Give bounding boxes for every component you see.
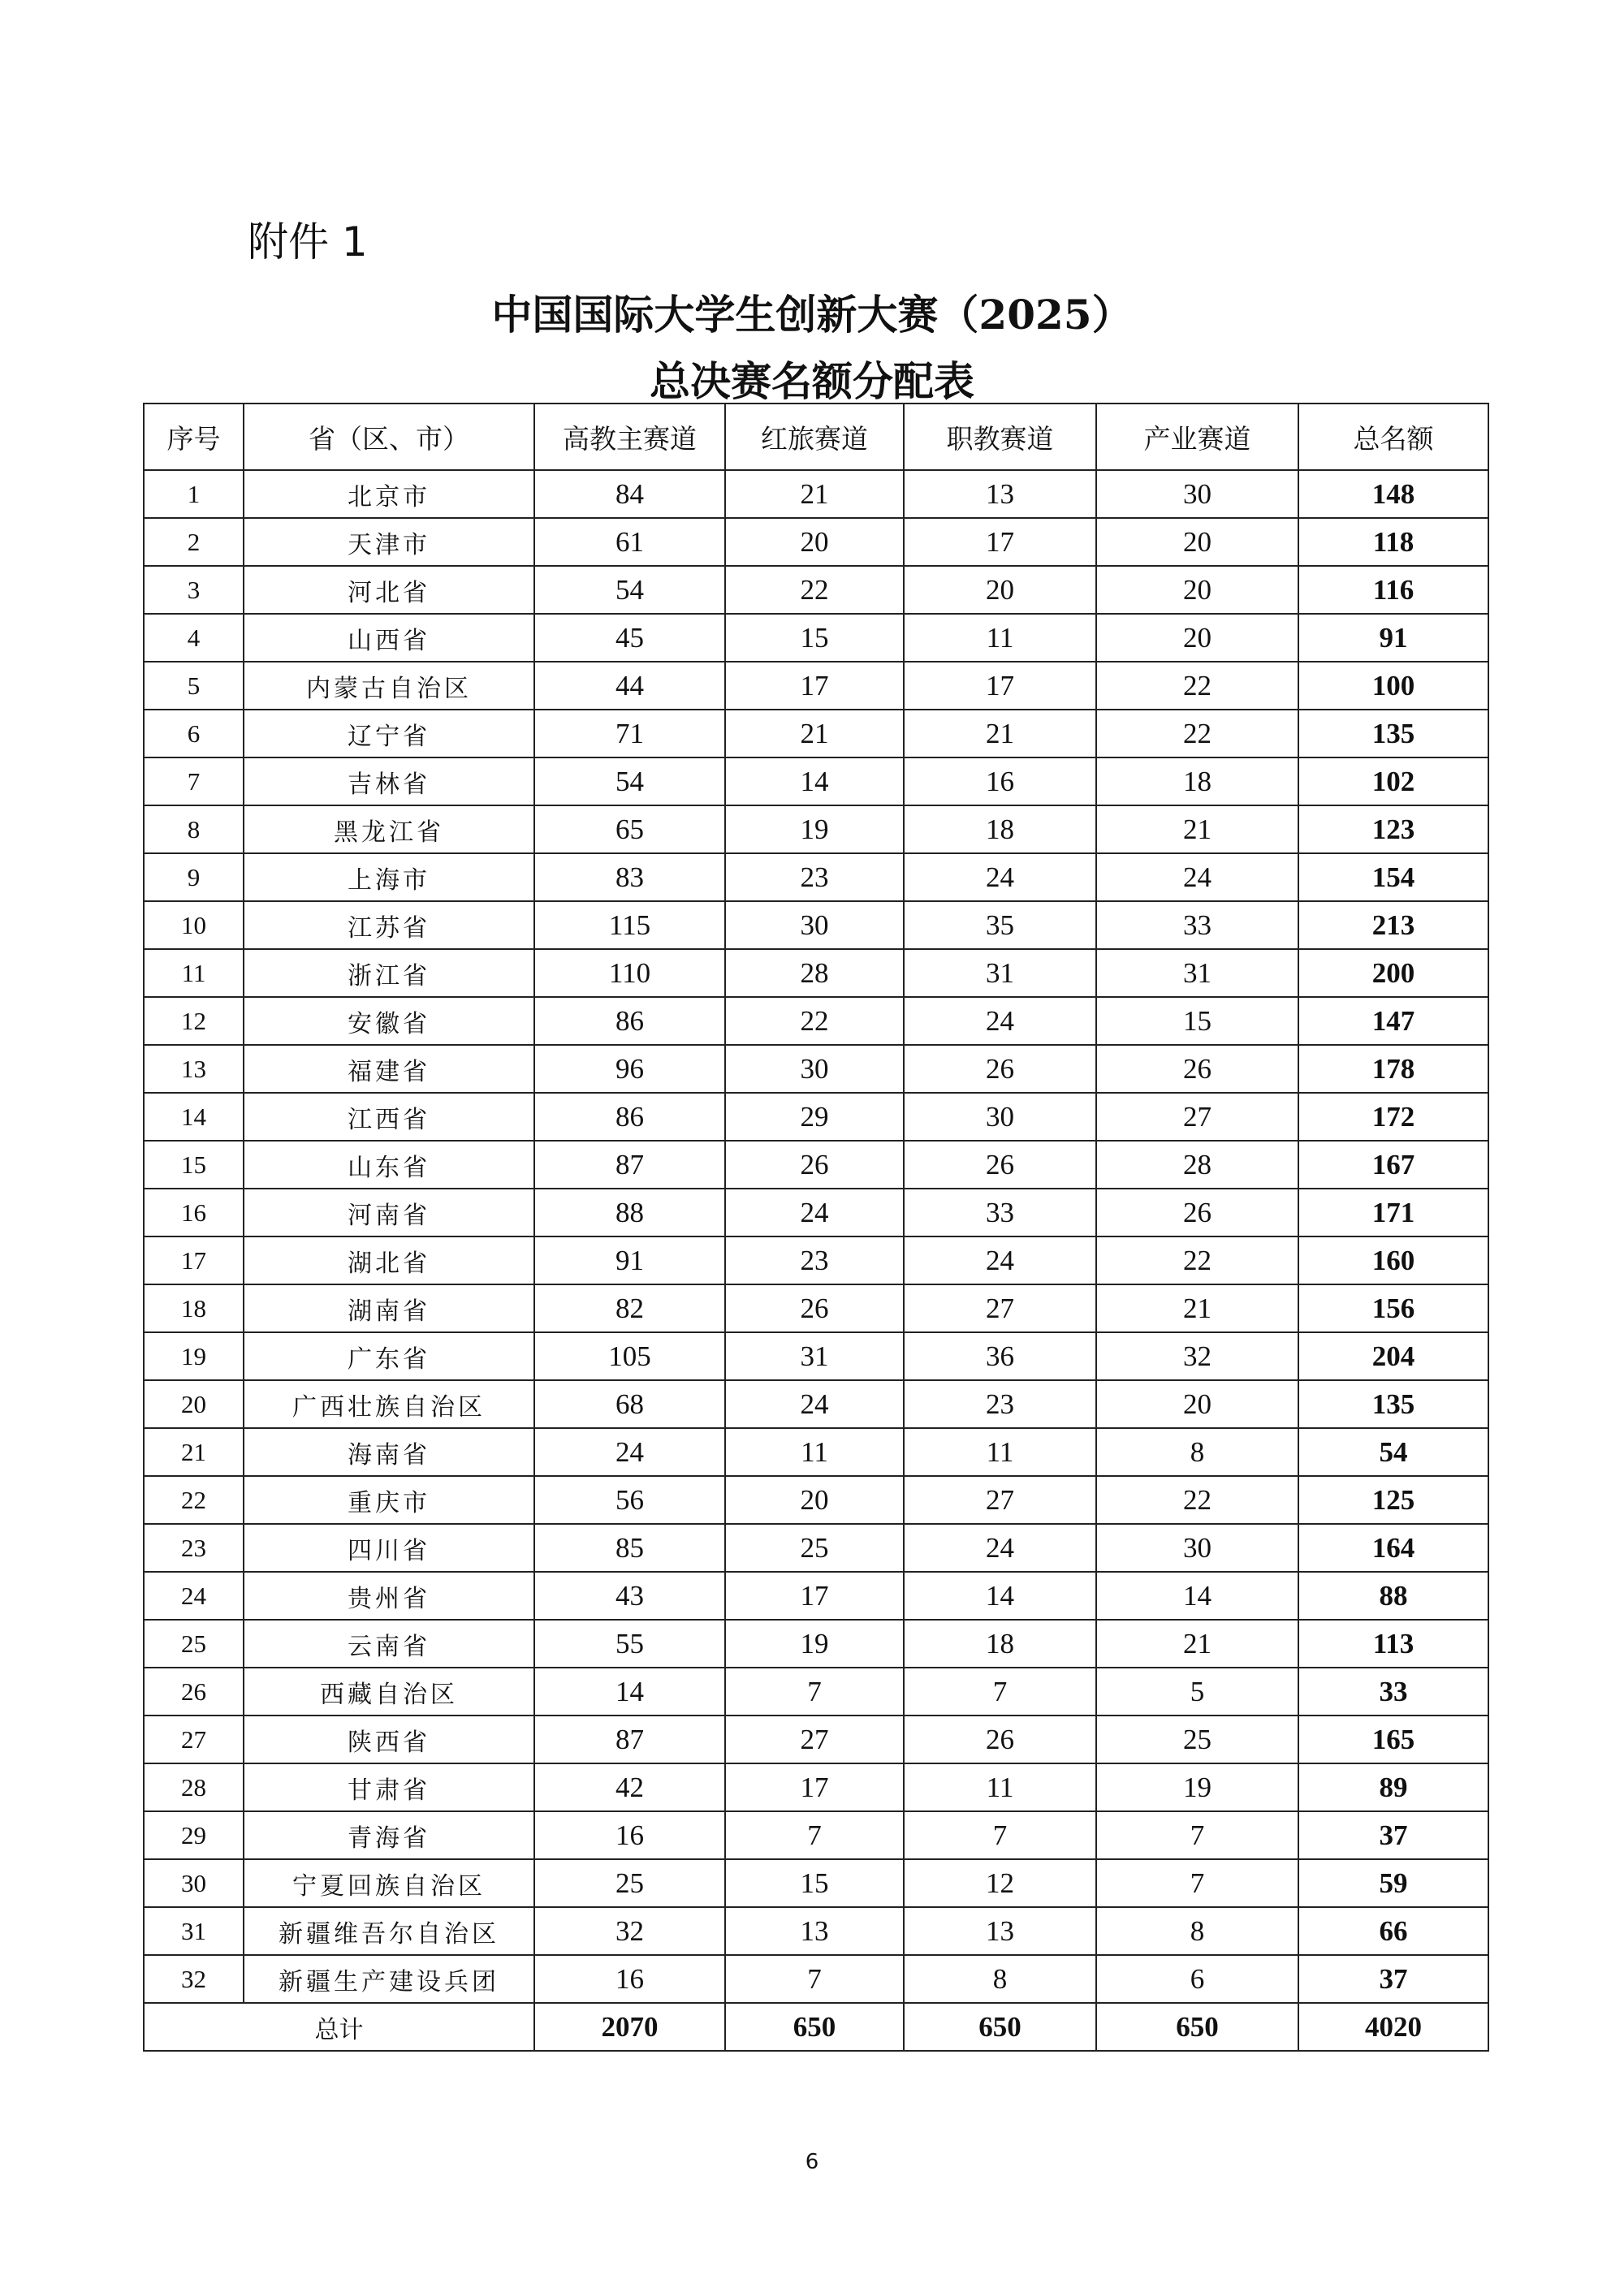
row-industry: 24 [1096,853,1298,901]
row-index: 26 [144,1668,244,1716]
table-row [144,470,1488,518]
row-industry: 20 [1096,566,1298,614]
row-index: 12 [144,997,244,1045]
row-red-tour: 17 [725,1572,904,1620]
row-vocational: 18 [904,1620,1096,1668]
row-total-quota: 165 [1298,1716,1488,1763]
row-industry: 28 [1096,1141,1298,1189]
row-industry: 26 [1096,1189,1298,1236]
row-higher-ed: 45 [534,614,725,662]
row-index: 13 [144,1045,244,1093]
row-vocational: 24 [904,997,1096,1045]
row-province: 广西壮族自治区 [244,1380,534,1428]
row-vocational: 26 [904,1045,1096,1093]
row-industry: 18 [1096,757,1298,805]
row-province: 青海省 [244,1811,534,1859]
row-red-tour: 30 [725,1045,904,1093]
row-higher-ed: 25 [534,1859,725,1907]
row-index: 4 [144,614,244,662]
row-province: 浙江省 [244,949,534,997]
row-vocational: 24 [904,853,1096,901]
row-vocational: 27 [904,1284,1096,1332]
row-vocational: 11 [904,1763,1096,1811]
row-index: 22 [144,1476,244,1524]
row-vocational: 13 [904,470,1096,518]
row-vocational: 13 [904,1907,1096,1955]
row-higher-ed: 110 [534,949,725,997]
row-red-tour: 26 [725,1141,904,1189]
row-red-tour: 15 [725,1859,904,1907]
row-vocational: 24 [904,1236,1096,1284]
row-industry: 21 [1096,805,1298,853]
header-index: 序号 [144,404,244,470]
row-province: 重庆市 [244,1476,534,1524]
row-red-tour: 21 [725,470,904,518]
row-province: 贵州省 [244,1572,534,1620]
row-industry: 20 [1096,1380,1298,1428]
row-higher-ed: 42 [534,1763,725,1811]
page-number: 6 [805,2150,819,2174]
row-vocational: 31 [904,949,1096,997]
row-industry: 30 [1096,470,1298,518]
row-industry: 20 [1096,518,1298,566]
row-industry: 26 [1096,1045,1298,1093]
row-vocational: 33 [904,1189,1096,1236]
table-row [144,1236,1488,1284]
row-total-quota: 123 [1298,805,1488,853]
row-total-quota: 59 [1298,1859,1488,1907]
row-total-quota: 204 [1298,1332,1488,1380]
table-row [144,949,1488,997]
row-total-quota: 135 [1298,1380,1488,1428]
total-higher-ed: 2070 [534,2003,725,2051]
row-vocational: 11 [904,614,1096,662]
row-vocational: 8 [904,1955,1096,2003]
row-total-quota: 54 [1298,1428,1488,1476]
row-vocational: 7 [904,1811,1096,1859]
row-red-tour: 11 [725,1428,904,1476]
table-row [144,1524,1488,1572]
row-index: 3 [144,566,244,614]
document-subtitle: 总决赛名额分配表 [650,357,974,405]
row-industry: 30 [1096,1524,1298,1572]
row-total-quota: 164 [1298,1524,1488,1572]
row-higher-ed: 82 [534,1284,725,1332]
row-red-tour: 31 [725,1332,904,1380]
row-higher-ed: 61 [534,518,725,566]
table-row [144,1284,1488,1332]
row-higher-ed: 85 [534,1524,725,1572]
row-industry: 8 [1096,1907,1298,1955]
row-province: 江苏省 [244,901,534,949]
row-vocational: 23 [904,1380,1096,1428]
row-index: 29 [144,1811,244,1859]
row-higher-ed: 71 [534,710,725,757]
table-row [144,1716,1488,1763]
row-industry: 8 [1096,1428,1298,1476]
row-red-tour: 7 [725,1668,904,1716]
row-higher-ed: 56 [534,1476,725,1524]
row-index: 19 [144,1332,244,1380]
row-province: 宁夏回族自治区 [244,1859,534,1907]
row-red-tour: 23 [725,1236,904,1284]
row-total-quota: 178 [1298,1045,1488,1093]
row-index: 6 [144,710,244,757]
header-higher-ed: 高教主赛道 [534,404,725,470]
row-red-tour: 21 [725,710,904,757]
row-industry: 22 [1096,710,1298,757]
table-row [144,566,1488,614]
header-red-tour: 红旅赛道 [725,404,904,470]
table-row [144,1476,1488,1524]
row-index: 15 [144,1141,244,1189]
row-higher-ed: 91 [534,1236,725,1284]
row-red-tour: 7 [725,1955,904,2003]
header-vocational: 职教赛道 [904,404,1096,470]
row-total-quota: 171 [1298,1189,1488,1236]
row-province: 海南省 [244,1428,534,1476]
row-vocational: 18 [904,805,1096,853]
row-province: 福建省 [244,1045,534,1093]
header-province: 省（区、市） [244,404,534,470]
row-index: 9 [144,853,244,901]
row-higher-ed: 88 [534,1189,725,1236]
total-red-tour: 650 [725,2003,904,2051]
row-higher-ed: 83 [534,853,725,901]
row-vocational: 16 [904,757,1096,805]
row-red-tour: 28 [725,949,904,997]
row-higher-ed: 115 [534,901,725,949]
row-total-quota: 37 [1298,1811,1488,1859]
row-vocational: 24 [904,1524,1096,1572]
table-row [144,1668,1488,1716]
row-industry: 32 [1096,1332,1298,1380]
row-higher-ed: 96 [534,1045,725,1093]
row-province: 黑龙江省 [244,805,534,853]
row-total-quota: 91 [1298,614,1488,662]
row-vocational: 17 [904,662,1096,710]
row-industry: 27 [1096,1093,1298,1141]
row-index: 28 [144,1763,244,1811]
row-province: 新疆维吾尔自治区 [244,1907,534,1955]
table-row [144,710,1488,757]
row-province: 山东省 [244,1141,534,1189]
row-total-quota: 172 [1298,1093,1488,1141]
table-row [144,1332,1488,1380]
row-red-tour: 27 [725,1716,904,1763]
row-higher-ed: 16 [534,1955,725,2003]
row-province: 山西省 [244,614,534,662]
table-row [144,1859,1488,1907]
row-total-quota: 147 [1298,997,1488,1045]
row-index: 1 [144,470,244,518]
row-higher-ed: 86 [534,1093,725,1141]
table-row [144,662,1488,710]
row-vocational: 14 [904,1572,1096,1620]
row-total-quota: 125 [1298,1476,1488,1524]
row-province: 四川省 [244,1524,534,1572]
row-province: 甘肃省 [244,1763,534,1811]
row-red-tour: 20 [725,518,904,566]
row-red-tour: 30 [725,901,904,949]
quota-table [143,403,1489,2052]
row-total-quota: 66 [1298,1907,1488,1955]
table-row [144,1093,1488,1141]
row-red-tour: 22 [725,997,904,1045]
row-province: 天津市 [244,518,534,566]
row-province: 云南省 [244,1620,534,1668]
row-province: 西藏自治区 [244,1668,534,1716]
row-total-quota: 148 [1298,470,1488,518]
row-total-quota: 33 [1298,1668,1488,1716]
table-row [144,997,1488,1045]
document-title: 中国国际大学生创新大赛（2025） [491,291,1133,339]
row-red-tour: 19 [725,805,904,853]
table-row [144,805,1488,853]
row-vocational: 11 [904,1428,1096,1476]
row-vocational: 27 [904,1476,1096,1524]
row-higher-ed: 54 [534,757,725,805]
row-total-quota: 200 [1298,949,1488,997]
row-red-tour: 24 [725,1380,904,1428]
row-industry: 22 [1096,1476,1298,1524]
row-province: 安徽省 [244,997,534,1045]
row-index: 27 [144,1716,244,1763]
row-higher-ed: 54 [534,566,725,614]
row-vocational: 36 [904,1332,1096,1380]
row-industry: 31 [1096,949,1298,997]
table-row [144,1572,1488,1620]
attachment-label: 附件 1 [248,218,368,265]
table-header-row [144,404,1488,470]
row-index: 10 [144,901,244,949]
row-red-tour: 20 [725,1476,904,1524]
row-index: 18 [144,1284,244,1332]
row-higher-ed: 84 [534,470,725,518]
row-province: 北京市 [244,470,534,518]
row-total-quota: 167 [1298,1141,1488,1189]
row-province: 辽宁省 [244,710,534,757]
row-industry: 7 [1096,1811,1298,1859]
row-vocational: 30 [904,1093,1096,1141]
row-red-tour: 17 [725,662,904,710]
row-total-quota: 102 [1298,757,1488,805]
row-higher-ed: 14 [534,1668,725,1716]
row-vocational: 7 [904,1668,1096,1716]
total-label: 总计 [144,2003,534,2051]
row-index: 20 [144,1380,244,1428]
row-industry: 20 [1096,614,1298,662]
row-red-tour: 19 [725,1620,904,1668]
row-province: 湖南省 [244,1284,534,1332]
row-vocational: 20 [904,566,1096,614]
row-red-tour: 7 [725,1811,904,1859]
row-total-quota: 89 [1298,1763,1488,1811]
table-row [144,757,1488,805]
row-industry: 6 [1096,1955,1298,2003]
row-industry: 15 [1096,997,1298,1045]
total-quota: 4020 [1298,2003,1488,2051]
row-total-quota: 37 [1298,1955,1488,2003]
row-total-quota: 135 [1298,710,1488,757]
row-province: 陕西省 [244,1716,534,1763]
table-row [144,1141,1488,1189]
row-index: 24 [144,1572,244,1620]
row-higher-ed: 68 [534,1380,725,1428]
row-province: 广东省 [244,1332,534,1380]
row-higher-ed: 32 [534,1907,725,1955]
row-index: 8 [144,805,244,853]
row-higher-ed: 24 [534,1428,725,1476]
row-red-tour: 26 [725,1284,904,1332]
row-index: 23 [144,1524,244,1572]
row-industry: 25 [1096,1716,1298,1763]
row-red-tour: 25 [725,1524,904,1572]
row-industry: 22 [1096,662,1298,710]
row-red-tour: 14 [725,757,904,805]
row-higher-ed: 105 [534,1332,725,1380]
row-higher-ed: 44 [534,662,725,710]
row-province: 河北省 [244,566,534,614]
row-industry: 5 [1096,1668,1298,1716]
header-industry: 产业赛道 [1096,404,1298,470]
row-vocational: 35 [904,901,1096,949]
row-red-tour: 29 [725,1093,904,1141]
row-higher-ed: 43 [534,1572,725,1620]
row-vocational: 21 [904,710,1096,757]
row-vocational: 26 [904,1716,1096,1763]
row-index: 31 [144,1907,244,1955]
table-row [144,1620,1488,1668]
row-red-tour: 17 [725,1763,904,1811]
row-province: 河南省 [244,1189,534,1236]
row-index: 32 [144,1955,244,2003]
row-industry: 14 [1096,1572,1298,1620]
row-industry: 19 [1096,1763,1298,1811]
total-industry: 650 [1096,2003,1298,2051]
row-red-tour: 23 [725,853,904,901]
row-red-tour: 22 [725,566,904,614]
row-higher-ed: 16 [534,1811,725,1859]
total-vocational: 650 [904,2003,1096,2051]
row-total-quota: 116 [1298,566,1488,614]
table-row [144,614,1488,662]
row-red-tour: 15 [725,614,904,662]
row-province: 湖北省 [244,1236,534,1284]
row-total-quota: 160 [1298,1236,1488,1284]
row-index: 25 [144,1620,244,1668]
row-total-quota: 113 [1298,1620,1488,1668]
row-vocational: 17 [904,518,1096,566]
row-total-quota: 154 [1298,853,1488,901]
row-province: 江西省 [244,1093,534,1141]
row-province: 上海市 [244,853,534,901]
row-index: 21 [144,1428,244,1476]
row-total-quota: 88 [1298,1572,1488,1620]
row-index: 7 [144,757,244,805]
row-index: 14 [144,1093,244,1141]
row-industry: 33 [1096,901,1298,949]
row-higher-ed: 86 [534,997,725,1045]
table-row [144,518,1488,566]
row-vocational: 12 [904,1859,1096,1907]
row-higher-ed: 65 [534,805,725,853]
total-row [144,2003,1488,2051]
row-province: 吉林省 [244,757,534,805]
table-row [144,1763,1488,1811]
table-row [144,1428,1488,1476]
table-row [144,1811,1488,1859]
row-red-tour: 24 [725,1189,904,1236]
table-row [144,1045,1488,1093]
row-industry: 21 [1096,1284,1298,1332]
row-vocational: 26 [904,1141,1096,1189]
row-red-tour: 13 [725,1907,904,1955]
row-index: 2 [144,518,244,566]
row-higher-ed: 55 [534,1620,725,1668]
row-higher-ed: 87 [534,1716,725,1763]
table-row [144,853,1488,901]
table-row [144,1189,1488,1236]
table-row [144,1955,1488,2003]
table-row [144,1907,1488,1955]
row-index: 17 [144,1236,244,1284]
row-industry: 7 [1096,1859,1298,1907]
row-index: 11 [144,949,244,997]
table-row [144,901,1488,949]
row-total-quota: 118 [1298,518,1488,566]
row-index: 16 [144,1189,244,1236]
header-total-quota: 总名额 [1298,404,1488,470]
row-total-quota: 100 [1298,662,1488,710]
row-total-quota: 213 [1298,901,1488,949]
row-index: 5 [144,662,244,710]
row-higher-ed: 87 [534,1141,725,1189]
row-province: 新疆生产建设兵团 [244,1955,534,2003]
row-industry: 21 [1096,1620,1298,1668]
table-row [144,1380,1488,1428]
row-total-quota: 156 [1298,1284,1488,1332]
row-industry: 22 [1096,1236,1298,1284]
row-index: 30 [144,1859,244,1907]
row-province: 内蒙古自治区 [244,662,534,710]
